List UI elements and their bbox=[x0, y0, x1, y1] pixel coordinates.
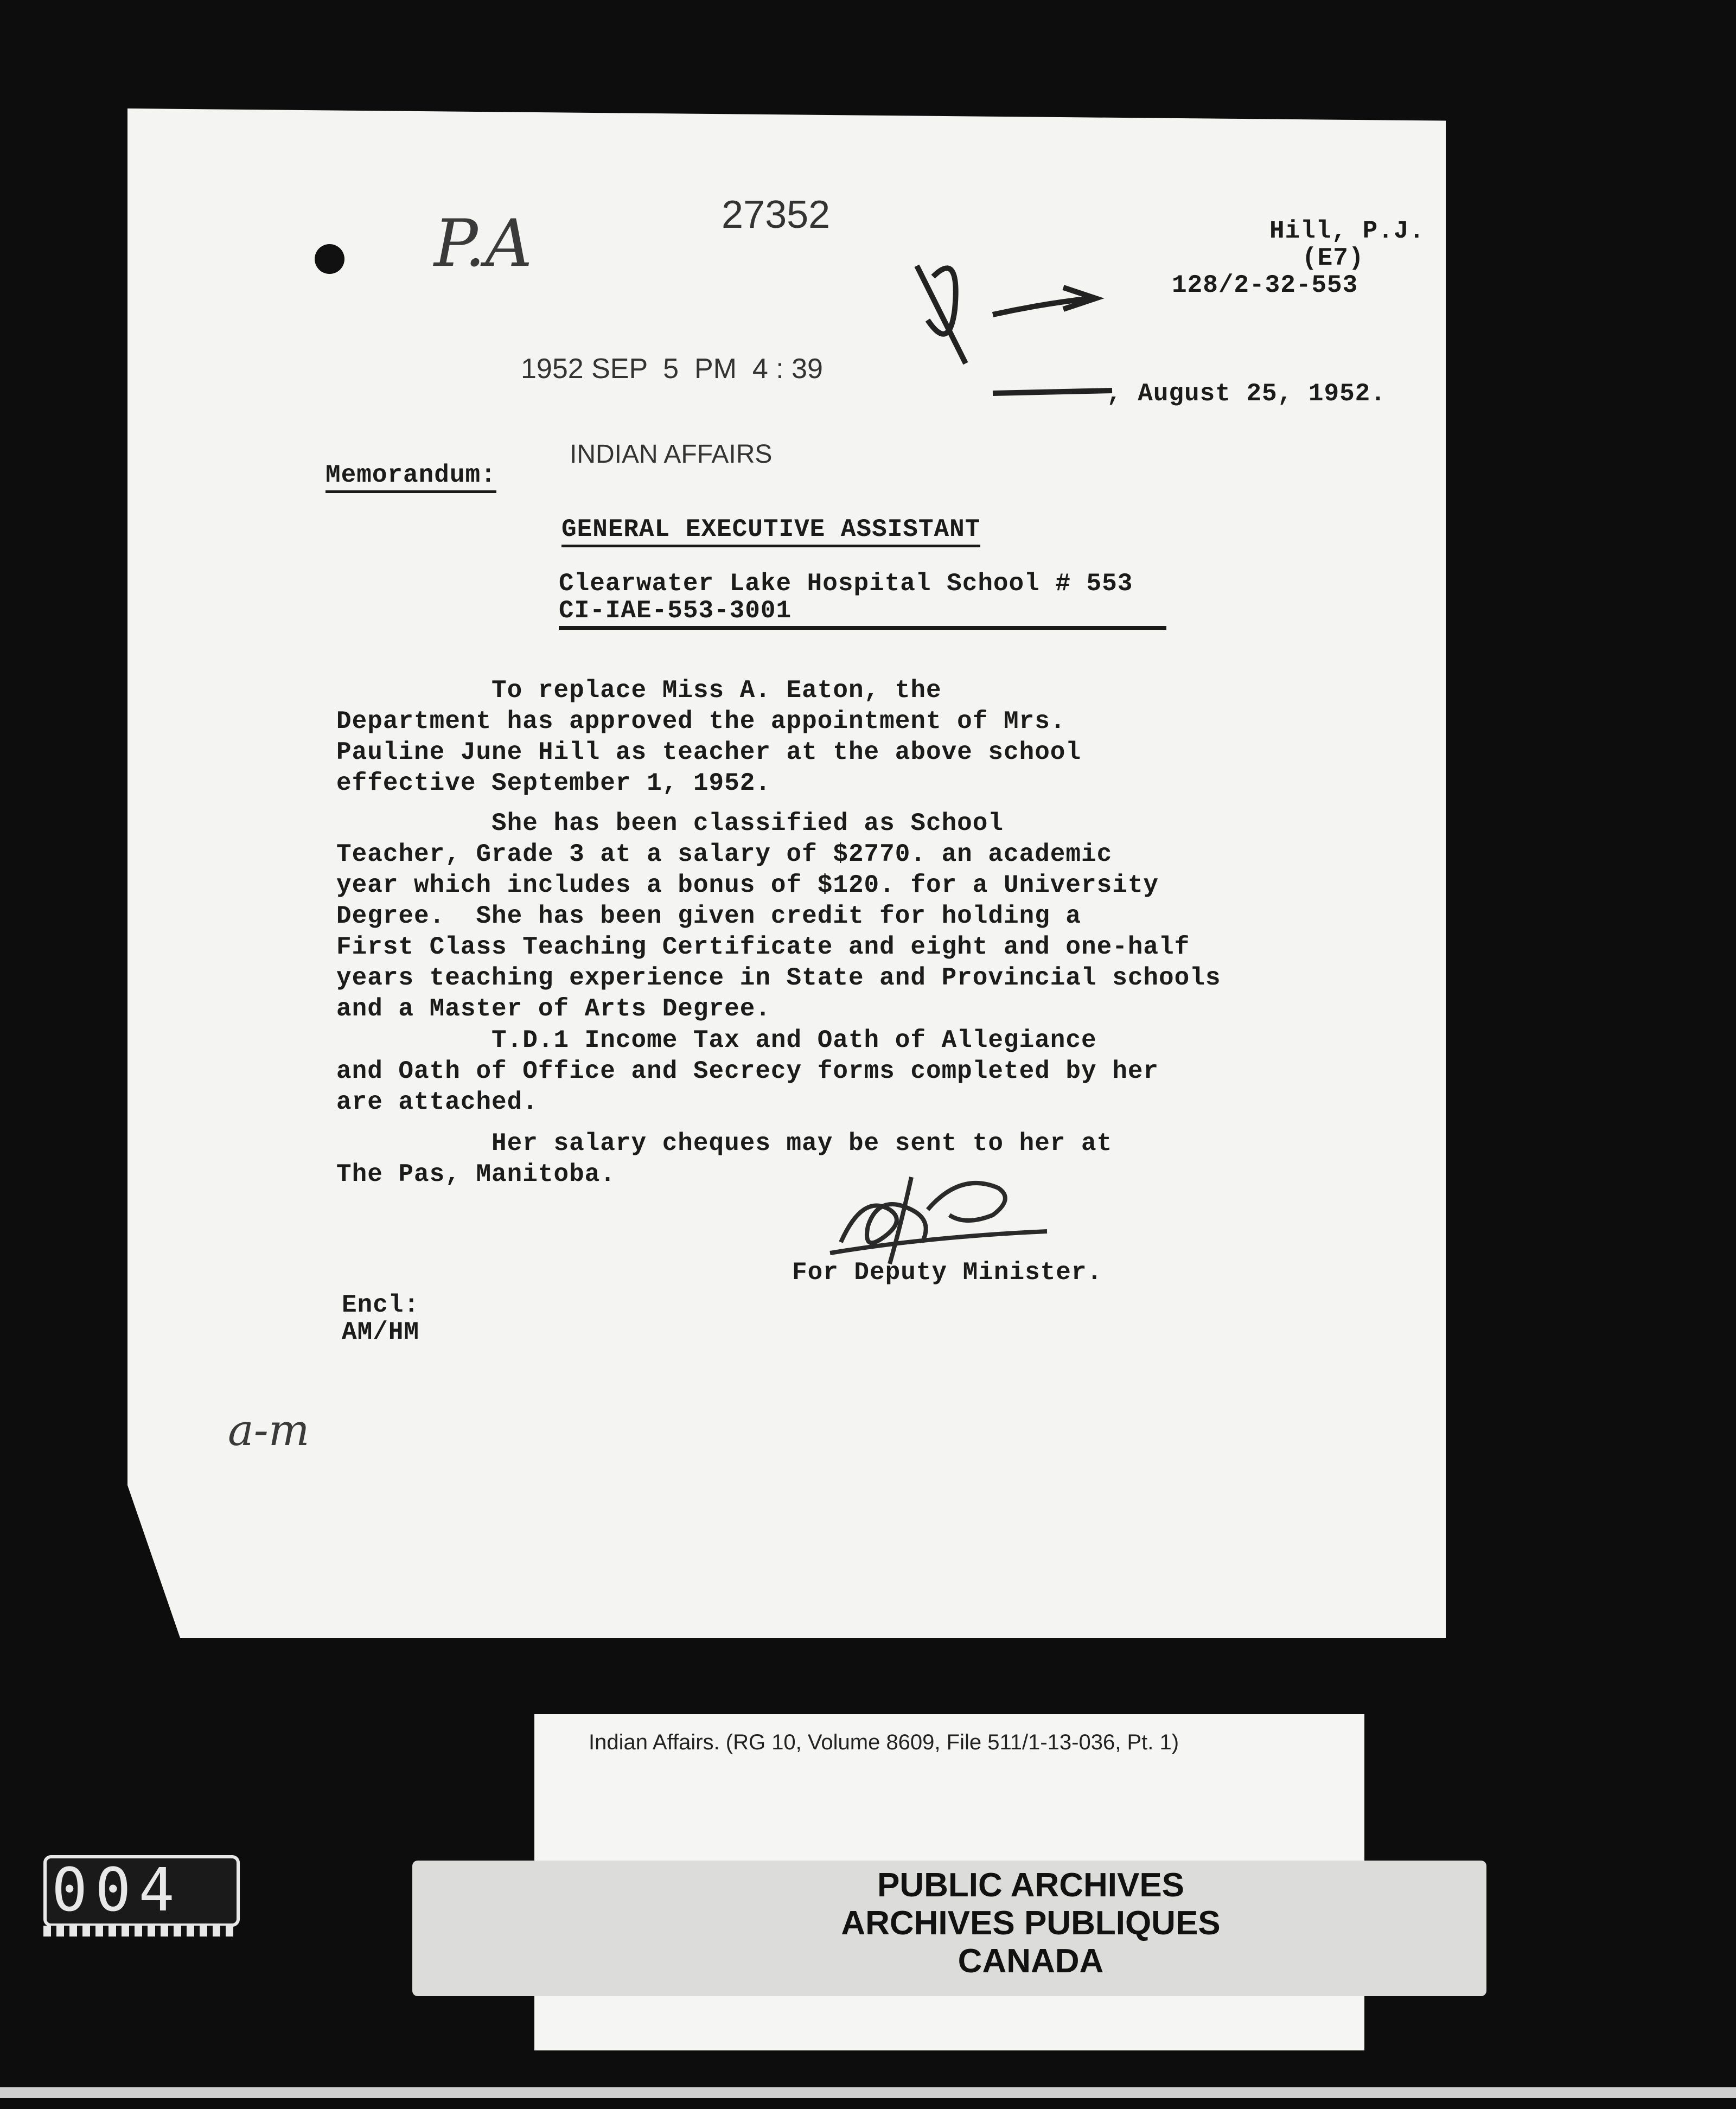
memorandum-label: Memorandum: bbox=[326, 461, 496, 493]
subject-line-1: Clearwater Lake Hospital School # 553 bbox=[559, 570, 1133, 598]
body-paragraph-4: Her salary cheques may be sent to her at The Pas, Manitoba. bbox=[336, 1129, 1113, 1188]
department-stamp: INDIAN AFFAIRS bbox=[570, 440, 773, 469]
recipient-code: (E7) bbox=[1302, 244, 1364, 272]
punch-hole bbox=[315, 244, 344, 274]
enclosure-label: Encl: bbox=[342, 1291, 420, 1319]
frame-counter: 004 bbox=[52, 1855, 182, 1925]
handwritten-initials-top: P.A bbox=[434, 206, 533, 282]
body-paragraph-1: To replace Miss A. Eaton, the Department has approved the appointment of Mrs. Pauline June Hill as teacher at the above school effective September 1, 1952. bbox=[336, 676, 1082, 797]
archive-line-1: PUBLIC ARCHIVES bbox=[877, 1867, 1185, 1904]
signature bbox=[819, 1161, 1080, 1269]
archive-line-2: ARCHIVES PUBLIQUES bbox=[841, 1905, 1221, 1942]
addressee: GENERAL EXECUTIVE ASSISTANT bbox=[561, 515, 980, 547]
archive-reference: Indian Affairs. (RG 10, Volume 8609, File 511/1-13-036, Pt. 1) bbox=[589, 1730, 1179, 1754]
body-paragraph-3: T.D.1 Income Tax and Oath of Allegiance and Oath of Office and Secrecy forms completed by her are attached. bbox=[336, 1026, 1159, 1116]
archive-line-3: CANADA bbox=[958, 1942, 1104, 1980]
handwritten-dash-mark bbox=[987, 380, 1118, 401]
recipient-name: Hill, P.J. bbox=[1269, 217, 1425, 245]
film-perforations bbox=[43, 1926, 233, 1937]
body-paragraph-2: She has been classified as School Teacher, Grade 3 at a salary of $2770. an academic year which includes a bonus of $120. for a University Degree. She has been given credit for holding a First Class Teaching Certificate and eight and one-half years teaching experience in State and Provincial schools and a Master of Arts Degree. bbox=[336, 809, 1221, 1023]
film-edge-strip bbox=[0, 2087, 1736, 2098]
file-number-stamp: 27352 bbox=[722, 193, 831, 237]
file-reference: 128/2-32-553 bbox=[1172, 271, 1358, 299]
signature-title: For Deputy Minister. bbox=[792, 1258, 1103, 1287]
memo-date: , August 25, 1952. bbox=[1107, 380, 1386, 408]
received-date-stamp: 1952 SEP 5 PM 4 : 39 bbox=[521, 353, 823, 385]
handwritten-initials-bottom: a-m bbox=[228, 1405, 310, 1455]
typist-initials: AM/HM bbox=[342, 1318, 420, 1346]
subject-line-2: CI-IAE-553-3001 bbox=[559, 597, 1166, 630]
